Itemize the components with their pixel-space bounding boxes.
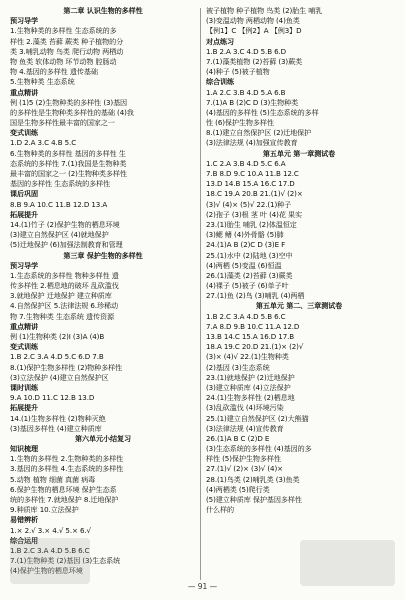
answer-line: (3)建立自然保护区 (4)就地保护 — [10, 230, 109, 240]
answer-line: 24.(1)A B (2)C D (3)E F — [206, 240, 286, 250]
answer-line: 9.种质库 10.立法保护 — [10, 505, 79, 515]
answer-line: (3)生态系统的多样性 (4)基因的多 — [206, 444, 312, 454]
answer-line: 统的多样性 7.就地保护 8.迁地保护 — [10, 495, 119, 504]
answer-line: 8.B 9.A 10.C 11.B 12.D 13.A — [10, 199, 108, 209]
answer-line: 课后巩固 — [10, 189, 38, 199]
answer-line: 6.保护生物的栖息环境 保护生态系 — [10, 484, 117, 494]
answer-line: 基因的多样性 生态系统的多样性 — [10, 179, 111, 189]
answer-line: 25.(1)建立自然保护区 (2)大熊猫 — [206, 413, 309, 423]
answer-line: 变式训练 — [10, 128, 38, 138]
answer-line: 样性 2.藻类 苔藓 蕨类 种子植物的分 — [10, 36, 124, 46]
answer-line: 物 鱼类 软体动物 环节动物 腔肠动 — [10, 56, 117, 66]
answer-line: 14.(1)竹子 (2)保护生物的栖息环境 — [10, 219, 120, 229]
answer-line: 最丰富的国家之一 (2)生物种类多样性 — [10, 169, 127, 178]
answer-line: 传多样性 2.栖息地的破坏 乱砍滥伐 — [10, 281, 119, 291]
answer-line: 第五单元 第一章测试卷 — [262, 148, 336, 158]
answer-line: 1.生物的多样性 2.生物种类的多样性 — [10, 454, 124, 464]
answer-line: 5.生物种类 生态系统 — [10, 77, 75, 87]
answer-line: 7.(1)生物种类 (2)基因 (3)生态系统 — [10, 556, 121, 566]
answer-line: 28.(1)鸟类 (2)哺乳类 (3)鱼类 — [206, 474, 300, 484]
answer-line: 第三章 保护生物的多样性 — [63, 250, 143, 260]
answer-line: (2)孢子 (3)根 茎 叶 (4)花 果实 — [206, 209, 302, 219]
answer-line: 【例1】C 【例2】A 【例3】D — [206, 26, 302, 36]
answer-line: (4)保护生物的栖息环境 — [10, 566, 83, 576]
answer-line: (5)迁地保护 (6)加强法制教育和管理 — [10, 240, 123, 250]
answer-line: 18.A 19.C 20.D 21.(1)× (2)√ — [206, 342, 304, 352]
answer-line: 重点精讲 — [10, 321, 38, 331]
scan-watermark-right — [300, 540, 395, 586]
answer-line: (3)立法保护 (4)建立自然保护区 — [10, 372, 109, 382]
answer-line: 1.B 2.C 3.A 4.D 5.B 6.C — [10, 545, 90, 555]
answer-line: 7.A 8.D 9.B 10.C 11.A 12.D — [206, 321, 300, 331]
answer-line: 3.就地保护 迁地保护 建立种质库 — [10, 291, 112, 301]
answer-line: 7.(1)A B (2)C D (3)生物种类 — [206, 97, 299, 107]
answer-line: 1.B 2.C 3.A 4.D 5.C 6.D 7.B — [10, 352, 104, 362]
answer-line: 13.D 14.B 15.A 16.C 17.D — [206, 179, 295, 189]
answer-line: 样性 (5)保护生物多样性 — [206, 454, 281, 464]
answer-line: (4)裸子 (5)被子 (6)单子叶 — [206, 281, 289, 291]
answer-line: 5.动物 植物 细菌 真菌 病毒 — [10, 474, 96, 484]
answer-line: 1.生物种类的多样性 生态系统的多 — [10, 26, 117, 36]
answer-line: 7.(1)藻类植物 (2)苔藓 (3)蕨类 — [206, 56, 303, 66]
answer-line: 什么样的 — [206, 505, 234, 515]
answer-line: 第二章 认识生物的多样性 — [63, 6, 143, 15]
answer-line: 类 3.哺乳动物 鸟类 爬行动物 两栖动 — [10, 46, 124, 56]
answer-line: 8.(1)保护生物多样性 (2)物种多样性 — [10, 362, 123, 372]
answer-line: 第六单元小结复习 — [75, 433, 131, 443]
answer-line: 预习导学 — [10, 16, 38, 26]
answer-line: 1.D 2.A 3.C 4.B 5.C — [10, 138, 77, 148]
answer-line: 国是生物多样性最丰富的国家之一 — [10, 118, 115, 128]
answer-line: 18.C 19.A 20.B 21.(1)√ (2)× — [206, 189, 303, 199]
answer-line: 3.基因的多样性 4.生态系统的多样性 — [10, 464, 124, 474]
answer-line: 例 (1)5 (2)生物种类的多样性 (3)基因 — [10, 97, 128, 107]
answer-line: 1.× 2.√ 3.× 4.√ 5.× 6.√ — [10, 525, 91, 535]
answer-line: 1.生态系统的多样性 物种多样性 遗 — [10, 270, 119, 280]
answer-line: 1.A 2.C 3.B 4.D 5.A 6.B — [206, 87, 286, 97]
answer-line: 27.(1)√ (2)× (3)√ (4)× — [206, 464, 283, 474]
answer-line: 13.B 14.C 15.A 16.D 17.B — [206, 332, 295, 341]
answer-line: 的多样性是生物种类多样性的基础 (4)我 — [10, 107, 134, 117]
answer-line: 性 (6)保护生物多样性 — [206, 118, 274, 128]
answer-line: 23.(1)就地保护 (2)迁地保护 — [206, 372, 295, 382]
answer-line: 6.生物种类的多样性 基因的多样性 生 — [10, 148, 126, 158]
answer-line: (3)法律法规 (4)加强宣传教育 — [206, 138, 298, 148]
answer-line: 23.(1)胎生 哺乳 (2)体温恒定 — [206, 219, 297, 229]
answer-line: 拓展提升 — [10, 403, 38, 413]
answer-line: 1.B 2.A 3.C 4.D 5.B 6.D — [206, 46, 287, 56]
answer-line: 态系统的多样性 7.(1)我国是生物种类 — [10, 158, 127, 168]
answer-line: 例 (1)生物种类 (2)Ⅰ (3)A (4)B — [10, 332, 105, 341]
answer-line: (3)基因多样性 (4)建立种质库 — [10, 423, 102, 433]
answer-line: 预习导学 — [10, 260, 38, 270]
answer-line: 物 4.基因的多样性 遗传基础 — [10, 67, 98, 77]
answer-line: (3)鳃 鳍 (4)外骨骼 (5)肺 — [206, 230, 284, 240]
answer-line: (4)种子 (5)被子植物 — [206, 67, 270, 77]
answer-line: (3)√ (4)× (5)√ 22.(1)种子 — [206, 199, 292, 209]
answer-line: 25.(1)水中 (2)陆地 (3)空中 — [206, 250, 293, 260]
answer-line: (4)两栖类 (5)爬行类 — [206, 484, 270, 494]
answer-line: 重点精讲 — [10, 87, 38, 97]
answer-line: 26.(1)藻类 (2)苔藓 (3)蕨类 — [206, 270, 293, 280]
answer-line: 综合训练 — [206, 77, 234, 87]
answer-line: (3)× (4)√ 22.(1)生物种类 — [206, 352, 289, 362]
page-number: — 91 — — [187, 582, 218, 591]
answer-line: (3)法律法规 (4)宣传教育 — [206, 423, 284, 433]
scan-watermark-left — [10, 538, 90, 584]
answer-line: 拓展提升 — [10, 209, 38, 219]
answer-line: (3)变温动物 两栖动物 (4)鱼类 — [206, 16, 300, 26]
answer-line: 综合运用 — [10, 535, 38, 545]
answer-line: 24.(1)生物多样性 (2)栖息地 — [206, 393, 295, 403]
answer-line: (3)乱砍滥伐 (4)环境污染 — [206, 403, 284, 413]
answer-line: 1.B 2.C 3.A 4.D 5.B 6.C — [206, 311, 286, 321]
answer-line: 1.C 2.A 3.B 4.D 5.C 6.A — [206, 158, 286, 168]
right-column — [206, 6, 392, 546]
answer-line: 7.B 8.D 9.C 10.A 11.B 12.C — [206, 169, 299, 178]
answer-line: 对点练习 — [206, 36, 234, 46]
answer-line: 第五单元 第二、三章测试卷 — [255, 301, 343, 311]
answer-line: 被子植物 种子植物 鸟类 (2)胎生 哺乳 — [206, 6, 323, 15]
answer-line: 4.自然保护区 5.法律法规 6.珍稀动 — [10, 301, 118, 311]
answer-line: 14.(1)生物多样性 (2)物种灭绝 — [10, 413, 106, 423]
answer-line: 26.(1)A B C (2)D E — [206, 433, 270, 443]
answer-line: (4)基因的多样性 (5)生态系统的多样 — [206, 107, 319, 117]
answer-line: 知识梳理 — [10, 444, 38, 454]
answer-line: 8.(1)建立自然保护区 (2)迁地保护 — [206, 128, 312, 138]
answer-line: 变式训练 — [10, 342, 38, 352]
answer-line: 27.(1)鱼 (2)鸟 (3)哺乳 (4)两栖 — [206, 291, 305, 301]
answer-line: (5)建立种质库 保护基因多样性 — [206, 495, 302, 504]
answer-line: (4)两栖 (5)变温 (6)恒温 — [206, 260, 282, 270]
left-column — [10, 6, 196, 577]
answer-line: 易错辨析 — [10, 515, 38, 525]
answer-line: 9.A 10.D 11.C 12.B 13.D — [10, 393, 95, 403]
answer-line — [206, 526, 392, 536]
column-divider — [200, 8, 201, 580]
answer-line: 课时训练 — [10, 382, 38, 392]
answer-line: 物 7.生物种类 生态系统 遗传资源 — [10, 311, 114, 321]
answer-line: (2)基因 (3)生态系统 — [206, 362, 270, 372]
answer-line — [206, 515, 392, 525]
answer-line: (3)建立种质库 (4)立法保护 — [206, 382, 291, 392]
